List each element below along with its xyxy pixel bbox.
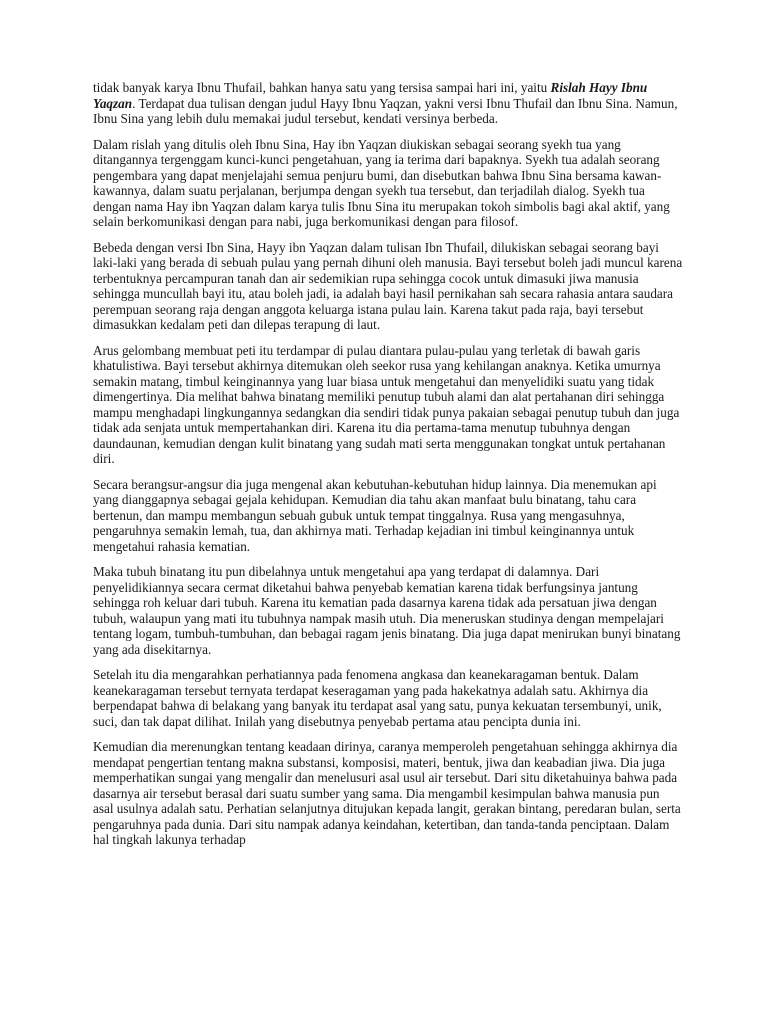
paragraph-8: Kemudian dia merenungkan tentang keadaan dirinya, caranya memperoleh pengetahuan sehingga akhirnya dia mendapat pengertian tentang makna substansi, komposisi, materi, bentuk, jiwa dan keabadian jiwa. Dia juga memperhatikan sungai yang mengalir dan menelusuri asal usul air tersebut. Dari situ diketahuinya bahwa pada dasarnya air tersebut berasal dari suatu sumber yang sama. Dia mengambil kesimpulan bahwa manusia pun asal usulnya adalah satu. Perhatian selanjutnya ditujukan kepada langit, gerakan bintang, peredaran bulan, serta pengaruhnya pada dunia. Dari situ nampak adanya keindahan, ketertiban, dan tanda-tanda penciptaan. Dalam hal tingkah lakunya terhadap [93,739,681,847]
paragraph-7: Setelah itu dia mengarahkan perhatiannya pada fenomena angkasa dan keanekaragaman bentuk. Dalam keanekaragaman tersebut ternyata terdapat keseragaman yang pada hakekatnya adalah satu. Akhirnya dia berpendapat bahwa di belakang yang banyak itu terdapat asal yang satu, punya kekuatan tersembunyi, unik, suci, dan tak dapat dilihat. Inilah yang disebutnya penyebab pertama atau pencipta dunia ini. [93,667,662,729]
paragraph-5: Secara berangsur-angsur dia juga mengenal akan kebutuhan-kebutuhan hidup lainnya. Dia menemukan api yang dianggapnya sebagai gejala kehidupan. Kemudian dia tahu akan manfaat bulu binatang, tahu cara bertenun, dan mampu membangun sebuah gubuk untuk tempat tinggalnya. Rusa yang mengasuhnya, pengaruhnya semakin lemah, tua, dan akhirnya mati. Terhadap kejadian ini timbul keinginannya untuk mengetahui rahasia kematian. [93,476,657,554]
paragraph-2: Dalam rislah yang ditulis oleh Ibnu Sina, Hay ibn Yaqzan diukiskan sebagai seorang syekh tua yang ditangannya tergenggam kunci-kunci pengetahuan, yang ia terima dari bapaknya. Syekh tua adalah seorang pengembara yang dapat menjelajahi semua penjuru bumi, dan disebutkan bahwa Ibnu Sina bersama kawan-kawannya, dalam suatu perjalanan, berjumpa dengan syekh tua tersebut, dan terjadilah dialog. Syekh tua dengan nama Hay ibn Yaqzan dalam karya tulis Ibnu Sina itu merupakan tokoh simbolis bagi akal aktif, yang selain berkomunikasi dengan para nabi, juga berkomunikasi dengan para filosof. [93,136,670,229]
paragraph-3: Bebeda dengan versi Ibn Sina, Hayy ibn Yaqzan dalam tulisan Ibn Thufail, dilukiskan sebagai seorang bayi laki-laki yang berada di sebuah pulau yang pernah dihuni oleh manusia. Bayi tersebut boleh jadi muncul karena terbentuknya percampuran tanah dan air sedemikian rupa sehingga cocok untuk dimasuki jiwa manusia sehingga muncullah bayi itu, atau boleh jadi, ia adalah bayi hasil pernikahan sah secara rahasia antara saudara perempuan seorang raja dengan anggota keluarga istana pulau lain. Karena takut pada raja, bayi tersebut dimasukkan kedalam peti dan dilepas terapung di laut. [93,239,683,332]
paragraph-4: Arus gelombang membuat peti itu terdampar di pulau diantara pulau-pulau yang terletak di bawah garis khatulistiwa. Bayi tersebut akhirnya ditemukan oleh seekor rusa yang kehilangan anaknya. Ketika umurnya semakin matang, timbul keinginannya yang luar biasa untuk mengetahui dan menyelidiki suatu yang tidak dimengertinya. Dia melihat bahwa binatang memiliki penutup tubuh alami dan alat pertahanan diri sehingga mampu menghadapi lingkungannya sedangkan dia sendiri tidak punya pakaian sebagai penutup tubuh dan juga tidak ada senjata untuk mempertahankan diri. Karena itu dia pertama-tama menutup tubuhnya dengan daundaunan, kemudian dengan kulit binatang yang sudah mati serta menggunakan tongkat untuk pertahanan diri. [93,342,680,466]
paragraph-1-rest: . Terdapat dua tulisan dengan judul Hayy Ibnu Yaqzan, yakni versi Ibnu Thufail dan Ibnu Sina. Namun, Ibnu Sina yang lebih dulu memakai judul tersebut, kendati versinya berbeda. [93,95,678,126]
paragraph-1 [93,80,683,127]
book-title: Rislah Hayy Ibnu Yaqzan [93,80,648,111]
paragraph-6: Maka tubuh binatang itu pun dibelahnya untuk mengetahui apa yang terdapat di dalamnya. Dari penyelidikiannya secara cermat diketahui bahwa penyebab kematian karena tidak berfungsinya jantung sehingga roh keluar dari tubuh. Karena itu kematian pada dasarnya karena tidak ada persatuan jiwa dengan tubuh, walaupun yang mati itu tubuhnya nampak masih utuh. Dia meneruskan studinya dengan mempelajari tentang logam, tumbuh-tumbuhan, dan bebagai ragam jenis binatang. Dia juga dapat menirukan bunyi binatang yang ada disekitarnya. [93,564,681,657]
document-page [93,80,683,858]
paragraph-1-intro: tidak banyak karya Ibnu Thufail, bahkan hanya satu yang tersisa sampai hari ini, yaitu [93,80,551,95]
